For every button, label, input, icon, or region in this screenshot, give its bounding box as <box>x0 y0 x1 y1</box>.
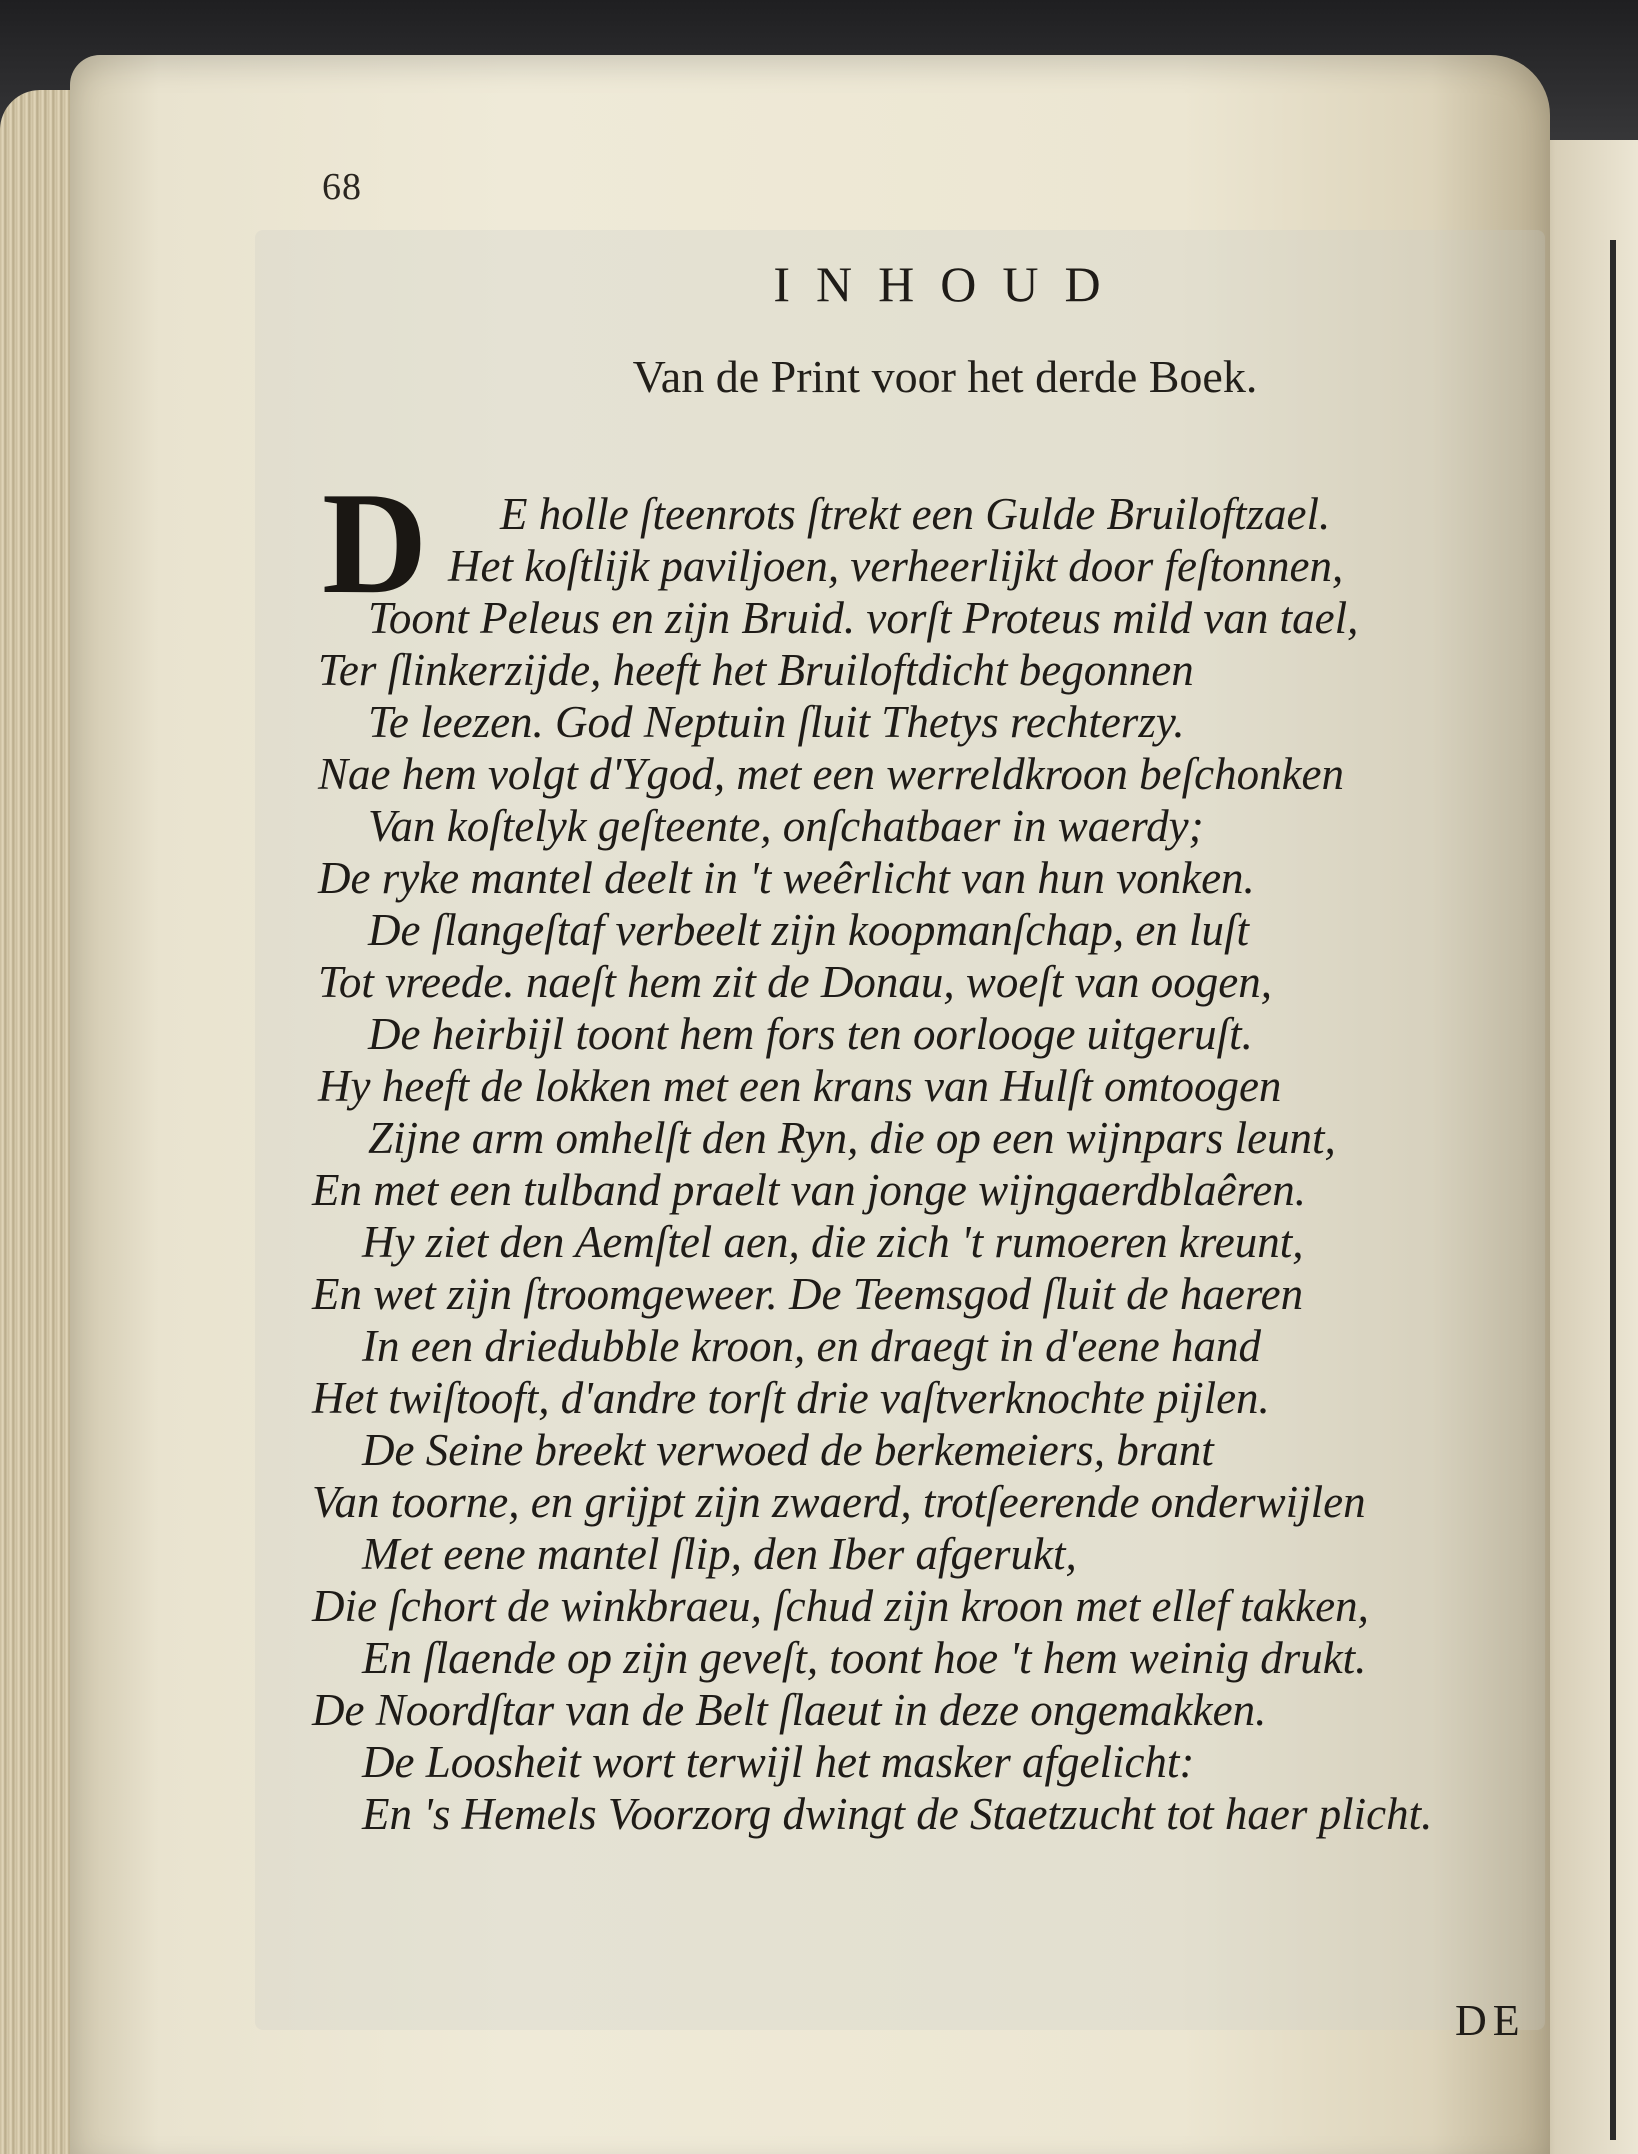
poem-line: De ſlangeſtaf verbeelt zijn koopmanſchap, en luſt <box>368 905 1250 955</box>
poem-line: Hy ziet den Aemſtel aen, die zich 't rumoeren kreunt, <box>362 1217 1304 1267</box>
poem-line: Toont Peleus en zijn Bruid. vorſt Proteus mild van tael, <box>368 593 1359 643</box>
poem-line: De Seine breekt verwoed de berkemeiers, brant <box>362 1425 1214 1475</box>
poem-line: Tot vreede. naeſt hem zit de Donau, woeſt van oogen, <box>318 957 1273 1007</box>
poem-line: Ter ſlinkerzijde, heeft het Bruiloftdicht begonnen <box>318 645 1194 695</box>
page-number: 68 <box>322 166 362 208</box>
poem-line: Van koſtelyk geſteente, onſchatbaer in waerdy; <box>368 801 1204 851</box>
poem-line: De ryke mantel deelt in 't weêrlicht van hun vonken. <box>318 853 1255 903</box>
poem-line: En wet zijn ſtroomgeweer. De Teemsgod ſluit de haeren <box>312 1269 1304 1319</box>
catchword: DE <box>1455 1996 1526 2045</box>
poem-line: De heirbijl toont hem fors ten oorlooge uitgeruſt. <box>368 1009 1253 1059</box>
poem-line: Met eene mantel ſlip, den Iber afgerukt, <box>362 1529 1077 1579</box>
poem-line: De Loosheit wort terwijl het masker afgelicht: <box>362 1737 1195 1787</box>
poem-line: De Noordſtar van de Belt ſlaeut in deze ongemakken. <box>312 1685 1267 1735</box>
drop-cap: D <box>322 462 428 624</box>
page-heading: INHOUD <box>773 256 1127 312</box>
poem-line: En 's Hemels Voorzorg dwingt de Staetzucht tot haer plicht. <box>362 1789 1433 1839</box>
poem-line: Hy heeft de lokken met een krans van Hulſt omtoogen <box>318 1061 1282 1111</box>
poem-line: Het koſtlijk paviljoen, verheerlijkt door feſtonnen, <box>448 541 1344 591</box>
poem-line: Nae hem volgt d'Ygod, met een werreldkroon beſchonken <box>318 749 1345 799</box>
poem-line: Te leezen. God Neptuin ſluit Thetys rechterzy. <box>368 697 1185 747</box>
poem-line: Van toorne, en grijpt zijn zwaerd, trotſeerende onderwijlen <box>312 1477 1366 1527</box>
poem-line: Zijne arm omhelſt den Ryn, die op een wijnpars leunt, <box>368 1113 1336 1163</box>
page-subheading: Van de Print voor het derde Boek. <box>632 351 1258 402</box>
poem-line: En met een tulband praelt van jonge wijngaerdblaêren. <box>312 1165 1306 1215</box>
poem-line: In een driedubble kroon, en draegt in d'eene hand <box>362 1321 1261 1371</box>
poem-line: En ſlaende op zijn geveſt, toont hoe 't hem weinig drukt. <box>362 1633 1367 1683</box>
poem-line: Het twiſtooft, d'andre torſt drie vaſtverknochte pijlen. <box>312 1373 1270 1423</box>
poem-line: Die ſchort de winkbraeu, ſchud zijn kroon met ellef takken, <box>312 1581 1369 1631</box>
poem-line: E holle ſteenrots ſtrekt een Gulde Bruiloftzael. <box>500 489 1331 539</box>
engraving-frame-edge <box>1610 240 1638 2140</box>
